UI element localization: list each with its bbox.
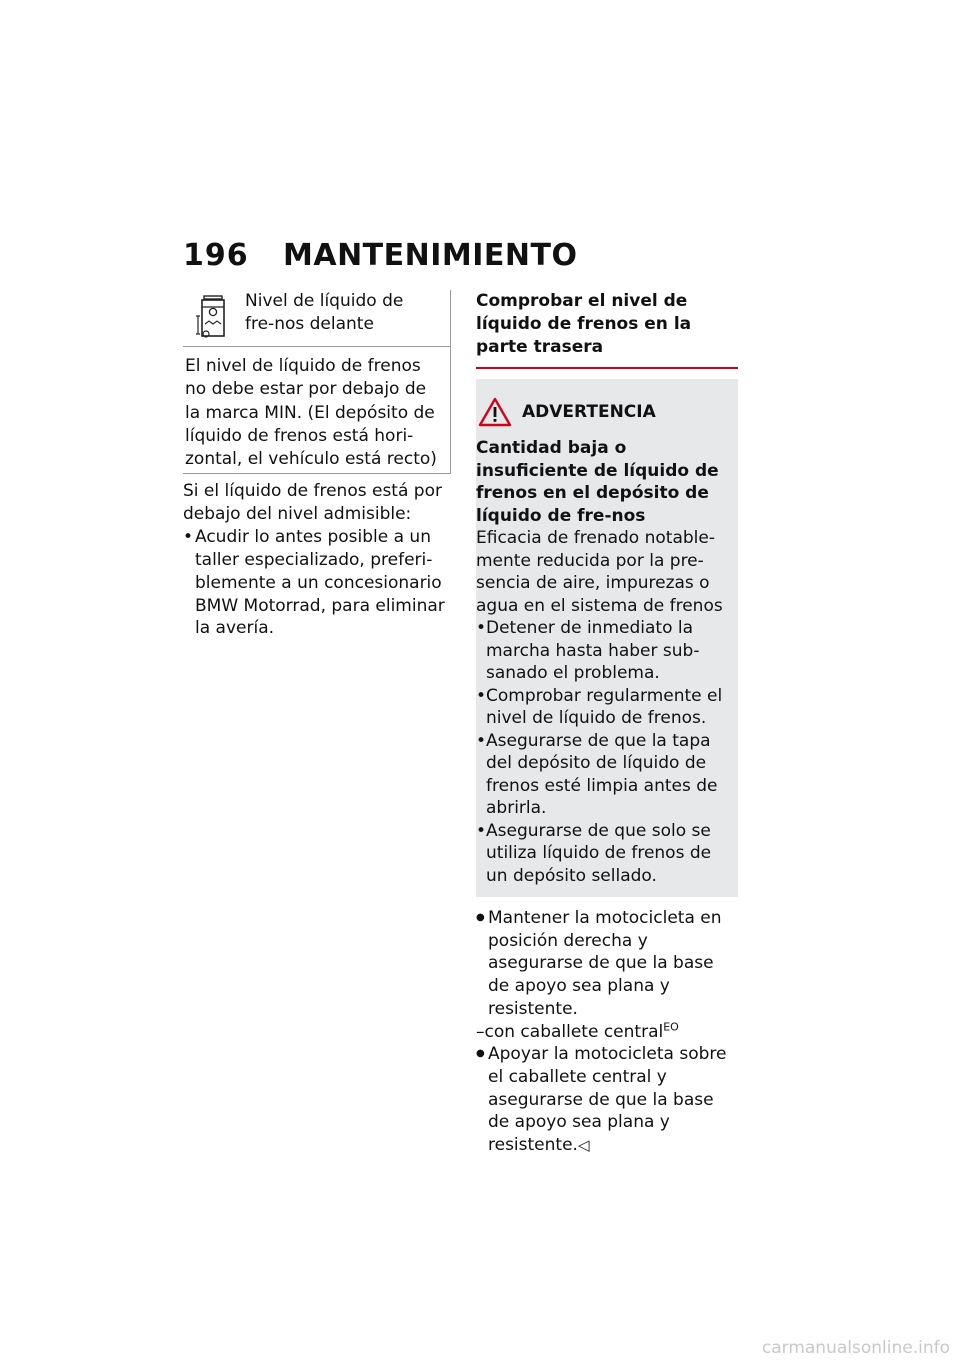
condition-item: –con caballete central$^{EO}$: [476, 1019, 679, 1042]
warning-header: [476, 397, 730, 427]
footer: [0, 1338, 960, 1358]
left-column: [183, 290, 451, 640]
warning-title: Cantidad baja o insuficiente de líquido de frenos en el depósito de líquido de fre-nos: [476, 438, 719, 526]
chapter-title: MANTENIMIENTO: [283, 238, 578, 273]
list-item: • Comprobar regularmente el nivel de líquido de frenos.: [476, 685, 730, 730]
left-bullet-list: [183, 526, 451, 640]
watermark: carmanualsonline.info: [761, 1338, 950, 1358]
list-item: • Acudir lo antes posible a un taller especializado, preferi-blemente a un concesionario BMW Motorrad, para eliminar la avería.: [183, 526, 451, 640]
list-item: • Detener de inmediato la marcha hasta haber sub-sanado el problema.: [476, 617, 730, 685]
spec-text: El nivel de líquido de frenos no debe estar por debajo de la marca MIN. (El depósito de líquido de frenos está hori-zontal, el vehículo está recto): [185, 356, 437, 470]
page-number: 196: [183, 238, 249, 273]
warning-box: [476, 379, 738, 897]
section-title: Comprobar el nivel de líquido de frenos en la parte trasera: [476, 290, 738, 369]
warning-text: Eficacia de frenado notable-mente reducida por la pre-sencia de aire, impurezas o agua en el sistema de frenos: [476, 528, 723, 616]
left-paragraph: Si el líquido de frenos está por debajo del nivel admisible:: [183, 481, 442, 525]
step-text: Apoyar la motocicleta sobre el caballete central y asegurarse de que la base de apoyo sea plana y resistente.: [488, 1044, 727, 1156]
warning-triangle-icon: [478, 397, 512, 427]
procedure-steps: [476, 907, 738, 1157]
condition-superscript: EO: [663, 1019, 679, 1033]
spec-box: [183, 290, 451, 474]
spec-header: [183, 290, 450, 347]
warning-bullet-list: [476, 617, 730, 887]
right-column: [476, 290, 738, 1157]
spec-title: Nivel de líquido de fre-nos delante: [245, 291, 404, 334]
step-item: [476, 1043, 738, 1157]
list-item: • Asegurarse de que la tapa del depósito de líquido de frenos esté limpia antes de abrirla.: [476, 730, 730, 820]
list-item: • Asegurarse de que solo se utiliza líquido de frenos de un depósito sellado.: [476, 820, 730, 888]
warning-label: ADVERTENCIA: [522, 402, 656, 422]
condition-text: con caballete central: [484, 1021, 664, 1042]
end-mark-icon: ◁: [577, 1136, 590, 1155]
page-header: [183, 238, 743, 278]
brake-fluid-reservoir-icon: [195, 294, 233, 338]
step-item: ● Mantener la motocicleta en posición derecha y asegurarse de que la base de apoyo sea plana y resistente.: [476, 907, 738, 1021]
